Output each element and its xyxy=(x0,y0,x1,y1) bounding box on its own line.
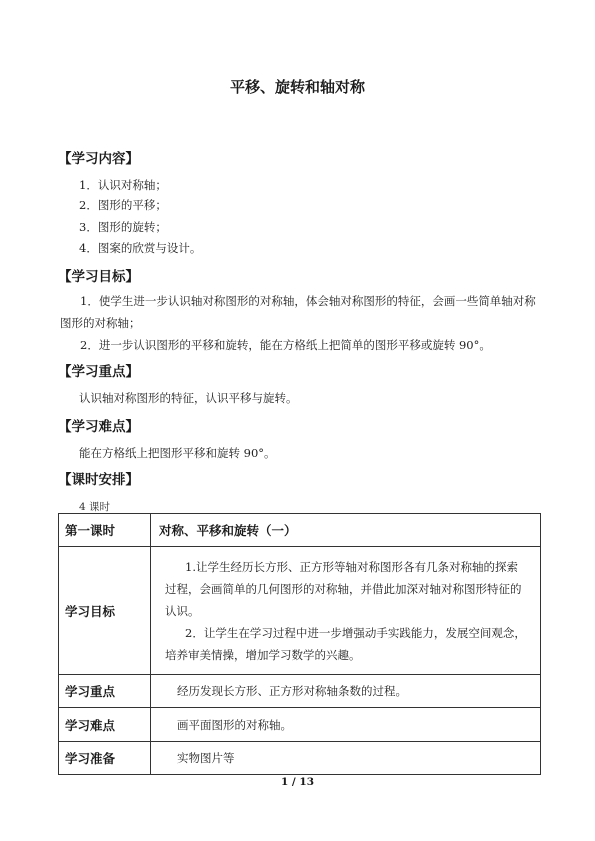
table-cell-text: 实物图片等 xyxy=(177,751,235,765)
objectives-paragraph-2 xyxy=(60,334,540,356)
table-label: 学习目标 xyxy=(59,547,151,675)
lesson-table xyxy=(58,513,541,775)
content-item: 1．认识对称轴； xyxy=(79,178,167,192)
section-heading-content: 【学习内容】 xyxy=(58,151,139,167)
goal-p2: 2．让学生在学习过程中进一步增强动手实践能力，发展空间观念，培养审美情操，增加学习数学的兴趣。 xyxy=(165,625,526,662)
content-item: 3．图形的旋转； xyxy=(79,220,167,234)
objectives-p1-text: 1．使学生进一步认识轴对称图形的对称轴，体会轴对称图形的特征，会画一些简单轴对称图形的对称轴； xyxy=(60,294,536,330)
table-cell-text: 画平面图形的对称轴。 xyxy=(177,717,292,732)
goal-p1: 1.让学生经历长方形、正方形等轴对称图形各有几条对称轴的探索过程，会画简单的几何图形的对称轴，并借此加深对轴对称图形特征的认识。 xyxy=(165,559,522,618)
objectives-paragraph-1 xyxy=(60,290,540,334)
table-content xyxy=(151,742,541,775)
objectives-p2-text: 2．进一步认识图形的平移和旋转，能在方格纸上把简单的图形平移或旋转 90°。 xyxy=(80,338,491,352)
difficulties-text: 能在方格纸上把图形平移和旋转 90°。 xyxy=(79,446,276,460)
table-content xyxy=(151,675,541,708)
schedule-hours: 4 课时 xyxy=(79,501,111,513)
section-heading-difficulties: 【学习难点】 xyxy=(58,419,139,435)
table-row xyxy=(59,547,541,675)
section-heading-objectives: 【学习目标】 xyxy=(58,269,139,285)
table-content: 对称、平移和旋转（一） xyxy=(151,514,541,547)
content-item: 4．图案的欣赏与设计。 xyxy=(79,241,202,255)
table-label: 学习难点 xyxy=(59,708,151,742)
section-heading-key-points: 【学习重点】 xyxy=(58,364,139,380)
table-row xyxy=(59,675,541,708)
section-heading-schedule: 【课时安排】 xyxy=(58,472,139,488)
table-label: 第一课时 xyxy=(59,514,151,547)
page-number: 1 / 13 xyxy=(280,776,315,788)
page-title: 平移、旋转和轴对称 xyxy=(229,78,365,96)
table-content xyxy=(151,708,541,742)
table-row xyxy=(59,742,541,775)
table-row xyxy=(59,514,541,547)
table-content xyxy=(151,547,541,675)
content-item: 2．图形的平移； xyxy=(79,198,167,212)
key-points-text: 认识轴对称图形的特征，认识平移与旋转。 xyxy=(79,391,298,405)
table-row xyxy=(59,708,541,742)
table-label: 学习准备 xyxy=(59,742,151,775)
table-cell-text: 经历发现长方形、正方形对称轴条数的过程。 xyxy=(177,684,407,698)
table-label: 学习重点 xyxy=(59,675,151,708)
